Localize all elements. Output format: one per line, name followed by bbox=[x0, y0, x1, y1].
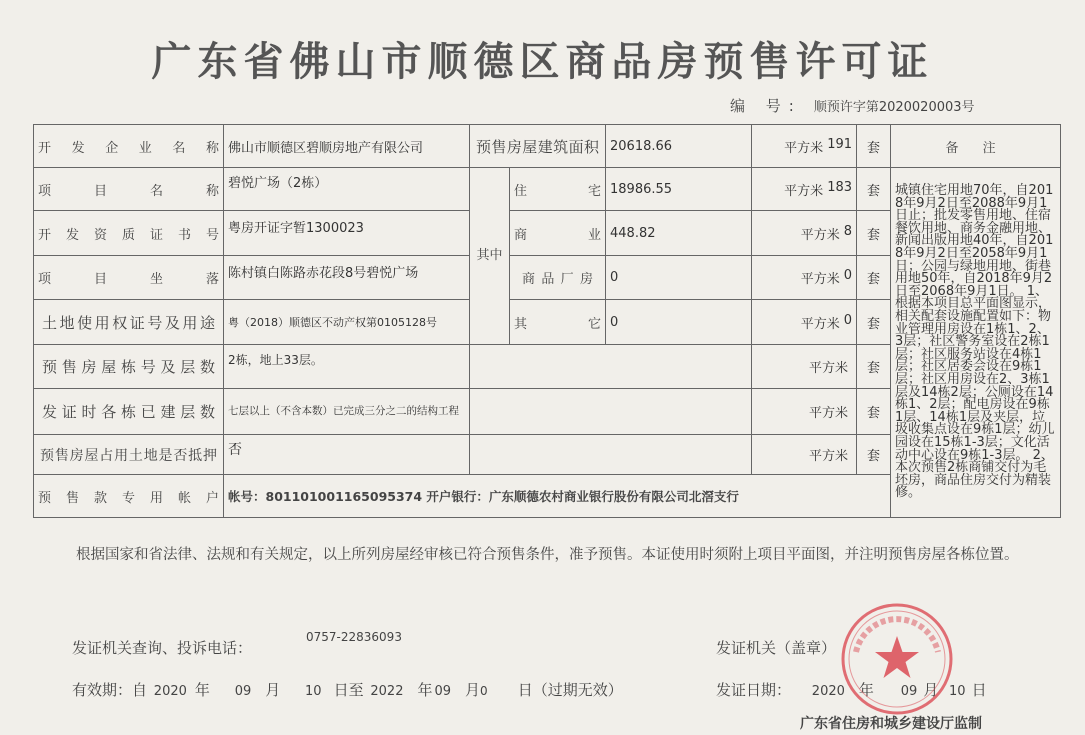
project-name-label: 项目名称 bbox=[34, 168, 224, 211]
total-tao: 套 bbox=[857, 125, 891, 168]
unit-label-0: 平方米 bbox=[784, 183, 824, 199]
tao-5: 套 bbox=[857, 389, 891, 435]
serial-number bbox=[730, 95, 975, 116]
total-area: 20618.66 bbox=[606, 125, 752, 168]
unit-blank-1 bbox=[752, 345, 857, 389]
unit-label-2: 平方米 bbox=[800, 272, 840, 287]
developer-value: 佛山市顺德区碧顺房地产有限公司 bbox=[224, 125, 470, 168]
account-value: 帐号：801101001165095374 开户银行：广东顺德农村商业银行股份有限公司北滘支行 bbox=[224, 475, 1061, 518]
building-value: 2栋，地上33层。 bbox=[224, 345, 470, 389]
remarks-text: 城镇住宅用地70年，自2018年9月2日至2088年9月1日止；批发零售用地、住宿餐饮用地、商务金融用地、新闻出版用地40年，自2018年9月2日至2058年9月1日；公园与绿地用地、街巷用地50年，自2018年9月2日至2068年9月1日。 1、根据本项目总平面图显示，相关配套设施配置如下：物业管理用房设在1栋1、2、3层；社区警务室设在2栋1层；社区服务站设在4栋1层；社区居委会设在9栋1层；社区用房设在2、3栋1层及14栋2层；公厕设在14栋1、2层；配电房设在9栋1层、14栋1层及夹层，垃圾收集点设在9栋1层；幼儿园设在15栋1-3层；文化活动中心设在9栋1-3层。 2、本次预售2栋商铺交付为毛坯房，商品住房交付为精装修。 bbox=[891, 168, 1061, 518]
category-area-3: 0 bbox=[606, 300, 752, 345]
category-count-1: 8 bbox=[843, 223, 853, 239]
validity-month-2: 月 bbox=[465, 681, 481, 699]
issue-date-label: 发证日期： bbox=[716, 681, 792, 699]
tao-6: 套 bbox=[857, 435, 891, 475]
issue-year-unit: 年 bbox=[858, 681, 874, 699]
unit-blank-3 bbox=[752, 435, 857, 475]
issuer-label: 发证机关（盖章） bbox=[716, 639, 837, 657]
complaint-phone: 0757-22836093 bbox=[306, 630, 402, 644]
building-label: 预售房屋栋号及层数 bbox=[34, 345, 224, 389]
issue-month-unit: 月 bbox=[923, 681, 939, 699]
issue-month: 09 bbox=[900, 684, 918, 699]
qualification-label: 开发资质证书号 bbox=[34, 211, 224, 256]
category-label-3: 其它 bbox=[510, 300, 606, 345]
legal-paragraph: 根据国家和省法律、法规和有关规定，以上所列房屋经审核已符合预售条件，准予预售。本证使用时须附上项目平面图，并注明预售房屋各栋位置。 bbox=[76, 547, 1019, 563]
validity-start-year: 2020 bbox=[153, 684, 187, 699]
validity-month-1: 月 bbox=[265, 681, 281, 699]
category-unit-3 bbox=[752, 300, 857, 345]
remarks-label: 备 注 bbox=[891, 125, 1061, 168]
category-area-0: 18986.55 bbox=[606, 168, 752, 211]
category-unit-2 bbox=[752, 256, 857, 300]
category-label-0: 住宅 bbox=[510, 168, 606, 211]
issue-day-unit: 日 bbox=[971, 681, 987, 699]
category-unit-0 bbox=[752, 168, 857, 211]
issue-day: 10 bbox=[949, 684, 966, 699]
category-count-3: 0 bbox=[843, 312, 853, 328]
certificate-table bbox=[33, 124, 1061, 518]
tao-0: 套 bbox=[857, 168, 891, 211]
complaint-label: 发证机关查询、投诉电话： bbox=[72, 639, 253, 657]
validity-day-1: 日至 bbox=[333, 681, 364, 699]
category-unit-1 bbox=[752, 211, 857, 256]
total-count: 191 bbox=[827, 136, 853, 152]
validity-period bbox=[72, 679, 623, 700]
project-name-value: 碧悦广场（2栋） bbox=[224, 168, 470, 211]
qualification-value: 粤房开证字暂1300023 bbox=[224, 211, 470, 256]
account-label: 预售款专用帐户 bbox=[34, 475, 224, 518]
land-cert-label: 土地使用权证号及用途 bbox=[34, 300, 224, 345]
location-value: 陈村镇白陈路赤花段8号碧悦广场 bbox=[224, 256, 470, 300]
unit-label-6: 平方米 bbox=[809, 449, 849, 464]
unit-label-5: 平方米 bbox=[809, 406, 849, 421]
blank-cell-1 bbox=[470, 345, 752, 389]
unit-label-3: 平方米 bbox=[800, 316, 840, 332]
built-floors-label: 发证时各栋已建层数 bbox=[34, 389, 224, 435]
category-label-2: 商品厂房 bbox=[510, 256, 606, 300]
validity-year-2: 年 bbox=[417, 681, 433, 699]
category-count-0: 183 bbox=[827, 179, 853, 195]
qizhong-label: 其中 bbox=[470, 168, 510, 345]
tao-3: 套 bbox=[857, 300, 891, 345]
certificate-title: 广东省佛山市顺德区商品房预售许可证 bbox=[151, 39, 934, 85]
area-label: 预售房屋建筑面积 bbox=[470, 125, 606, 168]
validity-start-day: 10 bbox=[305, 684, 322, 699]
footer-supervisor: 广东省住房和城乡建设厅监制 bbox=[800, 716, 982, 732]
mortgage-value: 否 bbox=[224, 435, 470, 475]
unit-label-1: 平方米 bbox=[800, 227, 840, 243]
validity-day-2: 日（过期无效） bbox=[517, 681, 623, 699]
tao-1: 套 bbox=[857, 211, 891, 256]
validity-year-1: 年 bbox=[194, 681, 210, 699]
blank-cell-3 bbox=[470, 435, 752, 475]
total-unit-label: 平方米 bbox=[784, 140, 824, 156]
unit-label-4: 平方米 bbox=[809, 361, 849, 376]
serial-label: 编 号: bbox=[730, 97, 802, 115]
validity-end-year: 2022 bbox=[370, 684, 404, 699]
tao-2: 套 bbox=[857, 256, 891, 300]
category-label-1: 商业 bbox=[510, 211, 606, 256]
category-area-1: 448.82 bbox=[606, 211, 752, 256]
location-label: 项目坐落 bbox=[34, 256, 224, 300]
developer-label: 开发企业名称 bbox=[34, 125, 224, 168]
serial-value: 顺预许字第2020020003号 bbox=[813, 100, 975, 115]
category-area-2: 0 bbox=[606, 256, 752, 300]
mortgage-label: 预售房屋占用土地是否抵押 bbox=[34, 435, 224, 475]
tao-4: 套 bbox=[857, 345, 891, 389]
land-cert-value: 粤（2018）顺德区不动产权第0105128号 bbox=[224, 300, 470, 345]
validity-end-day: 0 bbox=[480, 684, 488, 698]
blank-cell-2 bbox=[470, 389, 752, 435]
unit-blank-2 bbox=[752, 389, 857, 435]
category-count-2: 0 bbox=[843, 268, 853, 283]
validity-start-month: 09 bbox=[234, 684, 252, 699]
validity-label: 有效期：自 bbox=[72, 681, 148, 699]
official-seal-icon bbox=[838, 600, 956, 718]
validity-end-month: 09 bbox=[434, 684, 452, 699]
total-unit bbox=[752, 125, 857, 168]
issue-year: 2020 bbox=[811, 684, 845, 699]
built-floors-value: 七层以上（不含本数）已完成三分之二的结构工程 bbox=[224, 389, 470, 435]
